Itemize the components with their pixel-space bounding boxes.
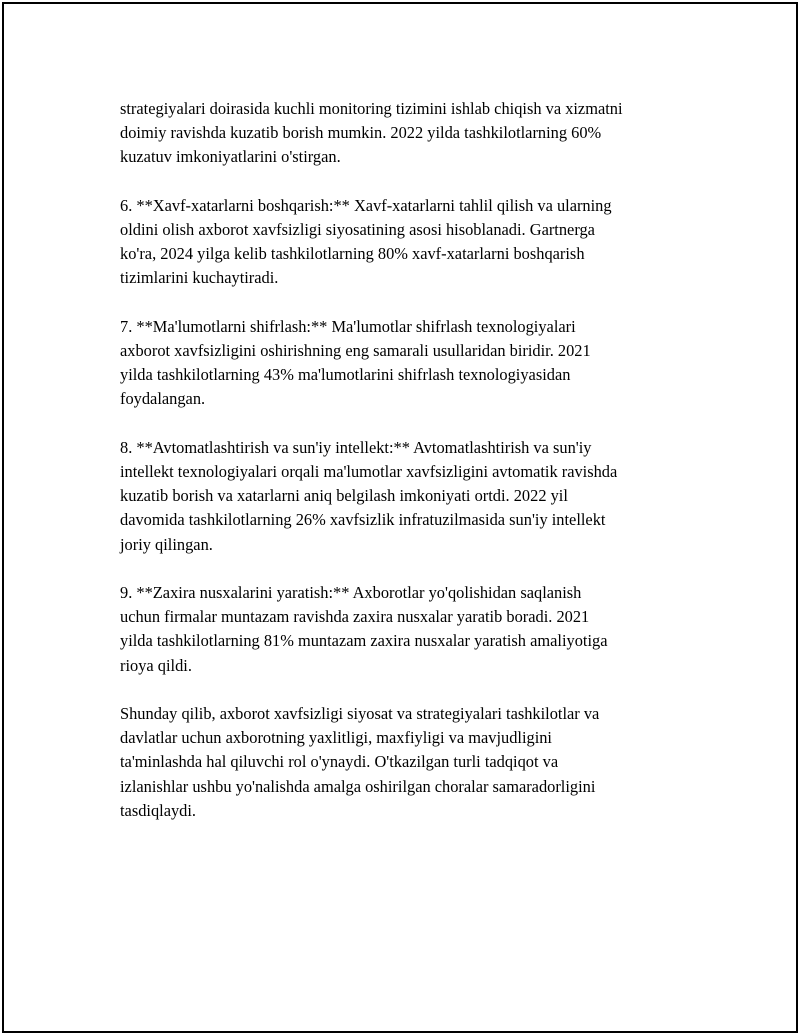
paragraph-automation-ai bbox=[120, 436, 700, 557]
text-line: yilda tashkilotlarning 81% muntazam zaxira nusxalar yaratish amaliyotiga bbox=[120, 631, 608, 651]
text-line: tizimlarini kuchaytiradi. bbox=[120, 268, 279, 288]
text-line: Shunday qilib, axborot xavfsizligi siyosat va strategiyalari tashkilotlar va bbox=[120, 704, 600, 723]
text-line: axborot xavfsizligini oshirishning eng samarali usullaridan biridir. 2021 bbox=[120, 341, 591, 360]
text-line: tasdiqlaydi. bbox=[120, 800, 197, 820]
text-line: 8. **Avtomatlashtirish va sun'iy intellekt:** Avtomatlashtirish va sun'iy bbox=[120, 437, 592, 457]
paragraph-backups bbox=[120, 581, 700, 678]
document-body bbox=[120, 97, 700, 847]
text-line: davlatlar uchun axborotning yaxlitligi, maxfiyligi va mavjudligini bbox=[120, 728, 552, 748]
document-page bbox=[2, 2, 798, 1033]
text-line: kuzatuv imkoniyatlarini o'stirgan. bbox=[120, 147, 341, 167]
text-line: 6. **Xavf-xatarlarni boshqarish:** Xavf-xatarlarni tahlil qilish va ularning bbox=[120, 195, 612, 215]
text-line: foydalangan. bbox=[120, 389, 206, 409]
text-line: izlanishlar ushbu yo'nalishda amalga oshirilgan choralar samaradorligini bbox=[120, 776, 596, 796]
text-line: kuzatib borish va xatarlarni aniq belgilash imkoniyati ortdi. 2022 yil bbox=[120, 486, 568, 506]
text-line: joriy qilingan. bbox=[120, 534, 213, 554]
text-line: intellekt texnologiyalari orqali ma'lumotlar xavfsizligini avtomatik ravishda bbox=[120, 462, 618, 481]
paragraph-data-encryption bbox=[120, 315, 700, 412]
text-line: doimiy ravishda kuzatib borish mumkin. 2022 yilda tashkilotlarning 60% bbox=[120, 123, 602, 143]
text-line: 7. **Ma'lumotlarni shifrlash:** Ma'lumotlar shifrlash texnologiyalari bbox=[120, 316, 576, 336]
text-line: uchun firmalar muntazam ravishda zaxira nusxalar yaratib boradi. 2021 bbox=[120, 607, 590, 627]
text-line: yilda tashkilotlarning 43% ma'lumotlarini shifrlash texnologiyasidan bbox=[120, 365, 571, 385]
text-line: strategiyalari doirasida kuchli monitoring tizimini ishlab chiqish va xizmatni bbox=[120, 99, 623, 118]
text-line: davomida tashkilotlarning 26% xavfsizlik infratuzilmasida sun'iy intellekt bbox=[120, 510, 606, 530]
text-line: ta'minlashda hal qiluvchi rol o'ynaydi. O'tkazilgan turli tadqiqot va bbox=[120, 752, 559, 772]
text-line: oldini olish axborot xavfsizligi siyosatining asosi hisoblanadi. Gartnerga bbox=[120, 220, 595, 239]
paragraph-monitoring-continuation bbox=[120, 97, 700, 170]
text-line: 9. **Zaxira nusxalarini yaratish:** Axborotlar yo'qolishidan saqlanish bbox=[120, 583, 582, 602]
text-line: rioya qildi. bbox=[120, 655, 192, 675]
paragraph-risk-management bbox=[120, 194, 700, 291]
paragraph-conclusion bbox=[120, 702, 700, 823]
text-line: ko'ra, 2024 yilga kelib tashkilotlarning 80% xavf-xatarlarni boshqarish bbox=[120, 244, 585, 264]
